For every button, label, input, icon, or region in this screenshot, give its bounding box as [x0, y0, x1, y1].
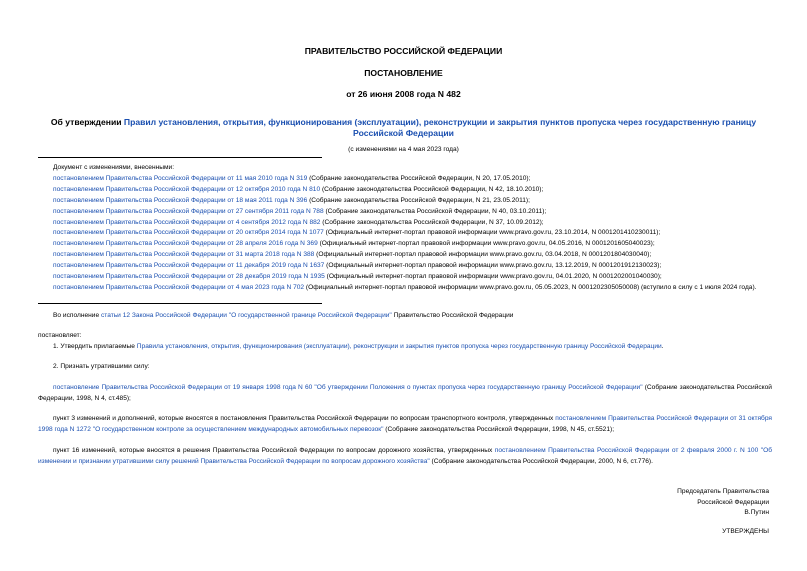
list-item: постановлением Правительства Российской Федерации от 31 марта 2018 года N 388 (Официальный интернет-портал правовой информации www.pravo.gov.ru, 03.04.2018, N 0001201804030040);: [53, 251, 652, 259]
changes-intro: Документ с изменениями, внесенными:: [53, 164, 175, 171]
divider-bottom: [38, 303, 322, 304]
list-item: постановлением Правительства Российской Федерации от 28 декабря 2019 года N 1935 (Официальный интернет-портал правовой информации www.pravo.gov.ru, 04.01.2020, N 0001202001040030);: [53, 273, 662, 281]
list-item: постановлением Правительства Российской Федерации от 4 мая 2023 года N 702 (Официальный интернет-портал правовой информации www.pravo.gov.ru, 05.05.2023, N 0001202305050008) (вступило в силу с 1 июля 2024 года).: [53, 283, 757, 291]
list-item: постановлением Правительства Российской Федерации от 18 мая 2011 года N 396 (Собрание законодательства Российской Федерации, N 21, 23.05.2011);: [53, 196, 530, 204]
list-item: постановлением Правительства Российской Федерации от 12 октября 2010 года N 810 (Собрание законодательства Российской Федерации, N 42, 18.10.2010);: [53, 185, 544, 193]
amendment-link[interactable]: постановлением Правительства Российской Федерации от 31 марта 2018 года N 388: [53, 251, 315, 259]
document-type: ПОСТАНОВЛЕНИЕ: [364, 68, 443, 78]
approved-rules-link[interactable]: Правила установления, открытия, функционирования (эксплуатации), реконструкции и закрытия пунктов пропуска через государственную границу Российской Федерации: [136, 343, 662, 350]
repealed-resolution-link[interactable]: постановлением Правительства Российской Федерации от 2 февраля 2000 г. N 100 "Об изменении и признании утратившими силу решений Правительства Российской Федерации по вопросам дорожного хозяйства": [38, 447, 772, 465]
amendment-link[interactable]: постановлением Правительства Российской Федерации от 28 апреля 2016 года N 369: [53, 240, 318, 248]
signature-name: В.Путин: [744, 509, 769, 517]
amendment-link[interactable]: постановлением Правительства Российской Федерации от 4 сентября 2012 года N 882: [53, 218, 321, 226]
repealed-item-1: постановление Правительства Российской Федерации от 19 января 1998 года N 60 "Об утверждении Положения о пунктах пропуска через государственную границу Российской Федерации" (Собрание законодательства Российской Федерации, 1998, N 4, ст.485);: [38, 384, 772, 402]
list-item: постановлением Правительства Российской Федерации от 11 декабря 2019 года N 1637 (Официальный интернет-портал правовой информации www.pravo.gov.ru, 13.12.2019, N 0001201912130023);: [53, 262, 662, 270]
basis-paragraph: Во исполнение статьи 12 Закона Российской Федерации "О государственной границе Российской Федерации" Правительство Российской Федерации: [53, 312, 514, 319]
amendment-link[interactable]: постановлением Правительства Российской Федерации от 20 октября 2014 года N 1077: [53, 229, 324, 237]
list-item: постановлением Правительства Российской Федерации от 20 октября 2014 года N 1077 (Официальный интернет-портал правовой информации www.pravo.gov.ru, 23.10.2014, N 0001201410230011);: [53, 229, 661, 237]
document-date-number: от 26 июня 2008 года N 482: [346, 89, 461, 99]
law-article-link[interactable]: статьи 12 Закона Российской Федерации "О государственной границе Российской Федерации": [100, 312, 392, 319]
clause-1: 1. Утвердить прилагаемые Правила установления, открытия, функционирования (эксплуатации), реконструкции и закрытия пунктов пропуска через государственную границу Российской Федерации.: [53, 343, 664, 350]
rules-title-link[interactable]: Правил установления, открытия, функционирования (эксплуатации), реконструкции и закрытия пунктов пропуска через государственную границу Российской Федерации: [123, 117, 757, 138]
repealed-resolution-link[interactable]: постановлением Правительства Российской Федерации от 31 октября 1998 года N 1272 "О государственном контроле за осуществлением международных автомобильных перевозок": [38, 415, 772, 433]
clause-2: 2. Признать утратившими силу:: [53, 363, 150, 370]
title-prefix: Об утверждении: [50, 117, 124, 127]
repealed-item-3: пункт 16 изменений, которые вносятся в решения Правительства Российской Федерации по вопросам дорожного хозяйства, утвержденных постановлением Правительства Российской Федерации от 2 февраля 2000 г. N 100 "Об изменении и признании утратившими силу решений Правительства Российской Федерации по вопросам дорожного хозяйства" (Собрание законодательства Российской Федерации, 2000, N 6, ст.776).: [38, 447, 772, 465]
amendment-link[interactable]: постановлением Правительства Российской Федерации от 27 сентября 2011 года N 788: [53, 207, 324, 215]
amendment-link[interactable]: постановлением Правительства Российской Федерации от 28 декабря 2019 года N 1935: [53, 273, 325, 281]
amendment-link[interactable]: постановлением Правительства Российской Федерации от 4 мая 2023 года N 702: [53, 283, 305, 291]
amendment-link[interactable]: постановлением Правительства Российской Федерации от 18 мая 2011 года N 396: [53, 196, 308, 204]
signature-organization: Российской Федерации: [697, 498, 769, 506]
amendment-link[interactable]: постановлением Правительства Российской Федерации от 11 мая 2010 года N 319: [53, 174, 308, 182]
edition-note: (с изменениями на 4 мая 2023 года): [348, 146, 459, 153]
list-item: постановлением Правительства Российской Федерации от 4 сентября 2012 года N 882 (Собрание законодательства Российской Федерации, N 37, 10.09.2012);: [53, 218, 544, 226]
decides-label: постановляет:: [38, 332, 82, 339]
list-item: постановлением Правительства Российской Федерации от 28 апреля 2016 года N 369 (Официальный интернет-портал правовой информации www.pravo.gov.ru, 04.05.2016, N 0001201605040023);: [53, 240, 655, 248]
repealed-resolution-link[interactable]: постановление Правительства Российской Федерации от 19 января 1998 года N 60 "Об утверждении Положения о пунктах пропуска через государственную границу Российской Федерации": [53, 384, 643, 391]
amendment-link[interactable]: постановлением Правительства Российской Федерации от 11 декабря 2019 года N 1637: [53, 262, 325, 270]
signature-position: Председатель Правительства: [677, 488, 769, 495]
list-item: постановлением Правительства Российской Федерации от 27 сентября 2011 года N 788 (Собрание законодательства Российской Федерации, N 40, 03.10.2011);: [53, 207, 547, 215]
list-item: постановлением Правительства Российской Федерации от 11 мая 2010 года N 319 (Собрание законодательства Российской Федерации, N 20, 17.05.2010);: [53, 174, 531, 182]
document-title: [30, 117, 777, 139]
government-name: ПРАВИТЕЛЬСТВО РОССИЙСКОЙ ФЕДЕРАЦИИ: [304, 46, 503, 56]
amendment-link[interactable]: постановлением Правительства Российской Федерации от 12 октября 2010 года N 810: [53, 185, 321, 193]
changes-list: [38, 163, 772, 294]
repealed-item-2: пункт 3 изменений и дополнений, которые вносятся в постановления Правительства Российской Федерации по вопросам транспортного контроля, утвержденных постановлением Правительства Российской Федерации от 31 октября 1998 года N 1272 "О государственном контроле за осуществлением международных автомобильных перевозок" (Собрание законодательства Российской Федерации, 1998, N 45, ст.5521);: [38, 415, 772, 433]
divider-top: [38, 157, 322, 158]
approved-label: УТВЕРЖДЕНЫ: [722, 528, 769, 535]
signature-block: [677, 487, 769, 519]
